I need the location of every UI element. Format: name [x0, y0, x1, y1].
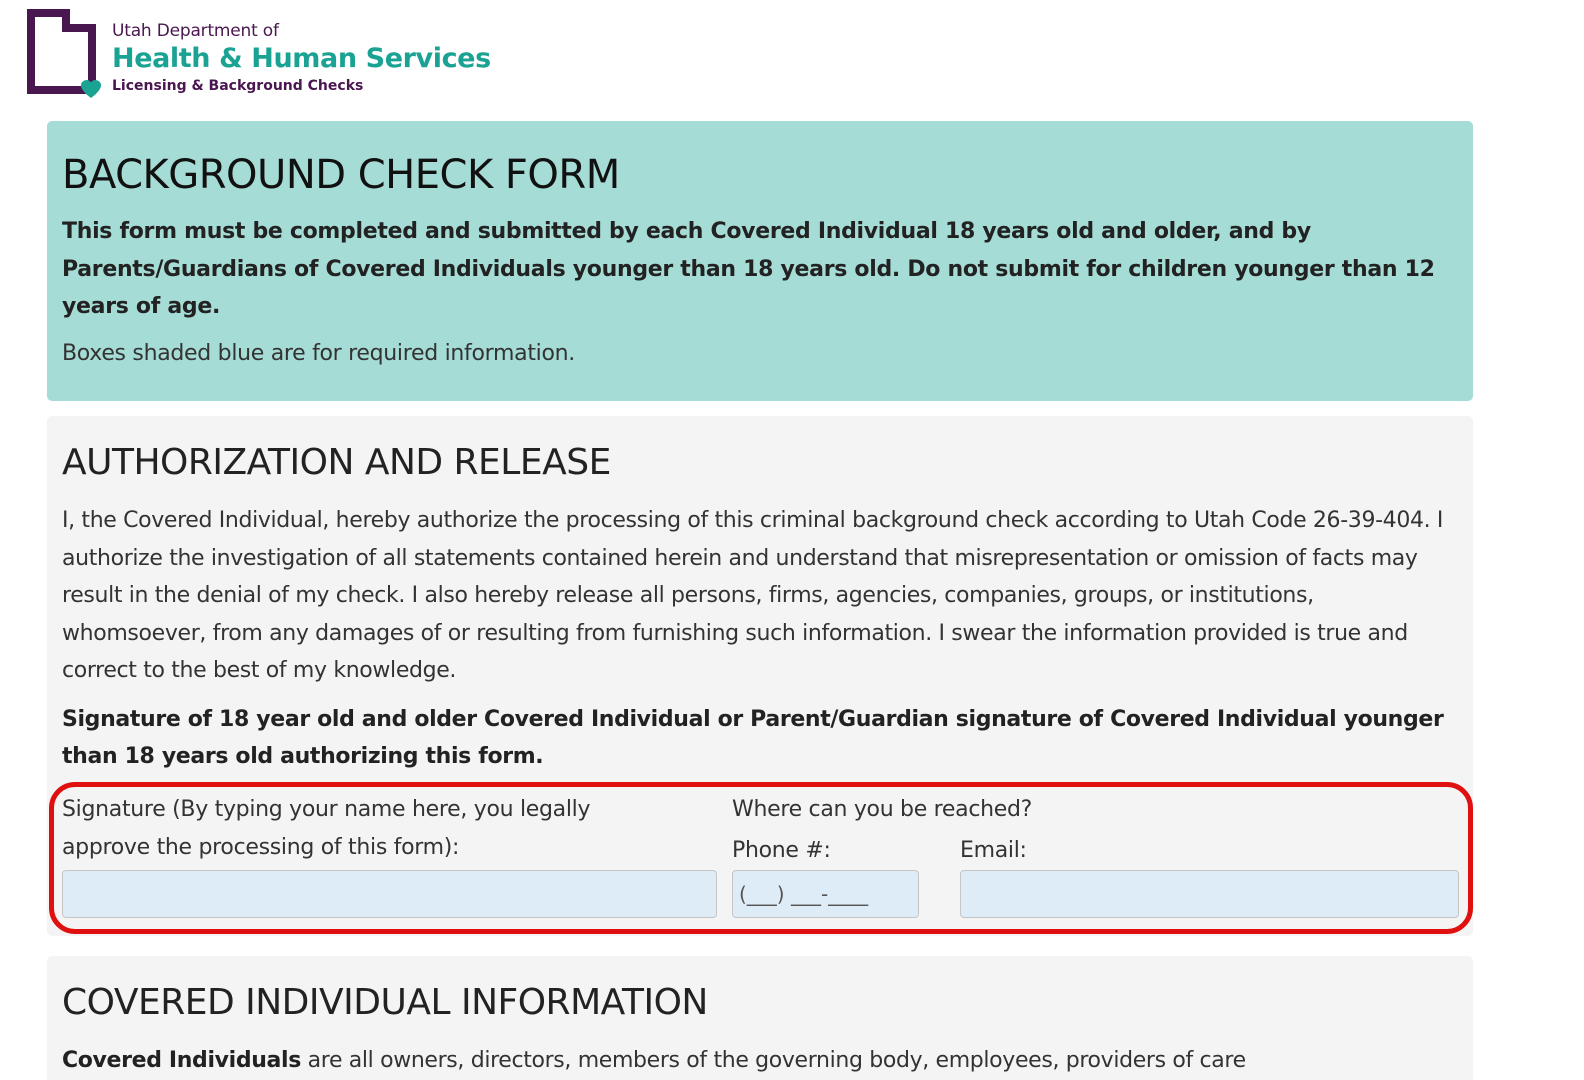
covered-term: Covered Individuals — [62, 1048, 301, 1073]
covered-description — [62, 1042, 1458, 1080]
covered-title: COVERED INDIVIDUAL INFORMATION — [62, 982, 708, 1023]
authorization-statement: I, the Covered Individual, hereby authorize the processing of this criminal background check according to Utah Code 26-39-404. I authorize the investigation of all statements contained herein and understand that misrepresentation or omission of facts may result in the denial of my check. I also hereby release all persons, firms, agencies, companies, groups, or institutions, whomsoever, from any damages of or resulting from furnishing such information. I swear the information provided is true and correct to the best of my knowledge. — [62, 508, 1444, 683]
contact-heading: Where can you be reached? — [732, 797, 1033, 822]
form-title: BACKGROUND CHECK FORM — [62, 152, 620, 198]
email-input[interactable] — [960, 870, 1459, 918]
covered-text: are all owners, directors, members of the governing body, employees, providers of care — [300, 1048, 1246, 1073]
heart-icon — [81, 80, 101, 98]
required-note: Boxes shaded blue are for required information. — [62, 340, 575, 366]
signature-label: Signature (By typing your name here, you legally approve the processing of this form): — [62, 797, 591, 860]
authorization-title: AUTHORIZATION AND RELEASE — [62, 442, 611, 483]
logo-organization: Health & Human Services — [112, 43, 491, 74]
logo-department: Utah Department of — [112, 21, 279, 41]
email-label: Email: — [960, 838, 1027, 863]
intro-panel — [47, 121, 1473, 401]
phone-input[interactable] — [732, 870, 919, 918]
phone-label: Phone #: — [732, 838, 831, 863]
signature-heading: Signature of 18 year old and older Covered Individual or Parent/Guardian signature of Covered Individual younger than 18 years old authorizing this form. — [62, 706, 1444, 769]
signature-input[interactable] — [62, 870, 717, 918]
covered-individual-panel — [47, 956, 1473, 1080]
agency-logo — [26, 8, 496, 100]
authorization-panel — [47, 416, 1473, 936]
logo-division: Licensing & Background Checks — [112, 78, 364, 94]
signature-contact-row — [62, 791, 1462, 921]
utah-state-outline-icon — [26, 8, 106, 100]
form-instruction: This form must be completed and submitted by each Covered Individual 18 years old and older, and by Parents/Guardians of Covered Individuals younger than 18 years old. Do not submit for children younger than 12 years of age. — [62, 219, 1435, 319]
